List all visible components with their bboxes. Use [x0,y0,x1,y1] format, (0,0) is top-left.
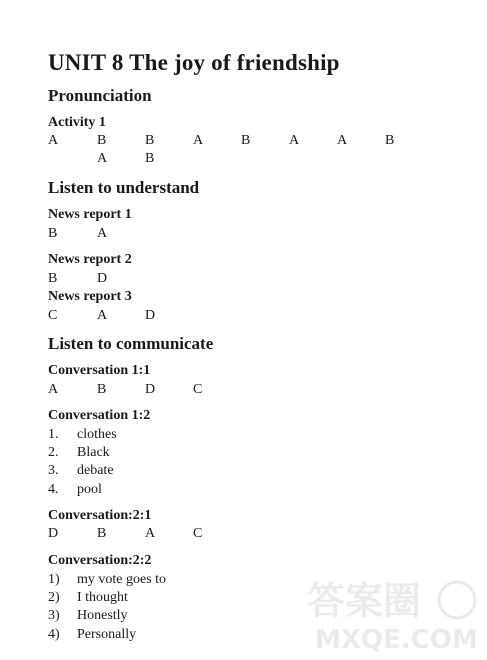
section-heading-listen-communicate: Listen to communicate [48,334,214,353]
list-item: Black [77,445,110,460]
answer-letter: A [193,133,204,148]
answer-letter: B [145,133,155,148]
conversation-2-1-label: Conversation:2:1 [48,508,152,523]
answer-letter: B [97,526,107,541]
answer-letter: A [289,133,300,148]
news-report-2-label: News report 2 [48,252,132,267]
list-item-number: 3) [48,608,60,623]
list-item-number: 1) [48,572,60,587]
answer-letter: A [97,151,108,166]
answer-letter: A [337,133,348,148]
list-item-number: 2) [48,590,60,605]
list-item-number: 3. [48,463,59,478]
list-item-number: 4) [48,627,60,642]
section-heading-listen-understand: Listen to understand [48,178,200,197]
answer-letter: C [193,382,203,397]
list-item: debate [77,463,114,478]
answer-letter: B [48,271,58,286]
answer-letter: D [48,526,59,541]
list-item: pool [77,482,102,497]
watermark-text-chinese: 答案圈 [307,579,422,623]
answer-letter: B [145,151,155,166]
answer-letter: A [97,308,108,323]
answer-letter: D [145,308,156,323]
answer-letter: B [241,133,251,148]
answer-letter: A [97,226,108,241]
conversation-1-1-label: Conversation 1:1 [48,363,151,378]
answer-letter: B [48,226,58,241]
list-item-number: 2. [48,445,59,460]
list-item-number: 1. [48,427,59,442]
list-item: my vote goes to [77,572,167,587]
watermark-text-domain: MXQE.COM [315,625,478,654]
answer-letter: A [48,382,59,397]
list-item: I thought [77,590,128,605]
answer-letter: B [97,382,107,397]
answer-letter: C [193,526,203,541]
answer-letter: B [385,133,395,148]
watermark-logo [301,570,479,654]
news-report-1-label: News report 1 [48,207,132,222]
answer-letter: D [145,382,156,397]
page-title: UNIT 8 The joy of friendship [48,50,340,75]
news-report-3-label: News report 3 [48,289,132,304]
section-heading-pronunciation: Pronunciation [48,86,152,105]
answer-letter: C [48,308,58,323]
list-item: Honestly [77,608,128,623]
answer-letter: B [97,133,107,148]
list-item: Personally [77,627,137,642]
activity-label: Activity 1 [48,115,106,130]
conversation-2-2-label: Conversation:2:2 [48,553,152,568]
answer-letter: A [48,133,59,148]
list-item: clothes [77,427,117,442]
answer-letter: D [97,271,108,286]
list-item-number: 4. [48,482,59,497]
watermark-circle [439,582,475,618]
answer-letter: A [145,526,156,541]
conversation-1-2-label: Conversation 1:2 [48,408,151,423]
